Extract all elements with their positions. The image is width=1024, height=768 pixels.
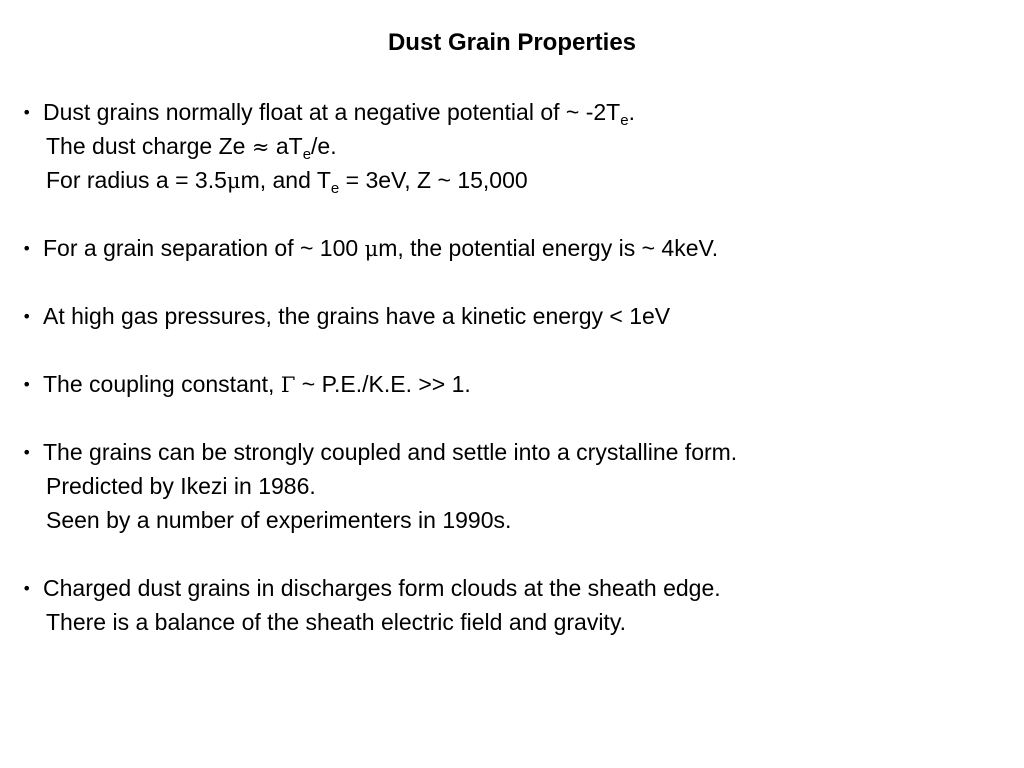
bullet-icon: • — [22, 307, 32, 326]
text: Dust grains normally float at a negative potential of ~ -2T — [43, 99, 621, 125]
bullet-icon: • — [22, 579, 32, 598]
slide-title: Dust Grain Properties — [387, 29, 637, 56]
text: Charged dust grains in discharges form clouds at the sheath edge. — [43, 575, 721, 601]
subscript: e — [620, 112, 629, 129]
bullet-5-line-2 — [46, 471, 316, 501]
bullet-3-line-1 — [22, 301, 670, 334]
bullet-6-line-2 — [46, 607, 626, 637]
text: At high gas pressures, the grains have a kinetic energy < 1eV — [43, 303, 671, 329]
text: /e. — [311, 133, 337, 159]
bullet-icon: • — [22, 375, 32, 394]
text: Predicted by Ikezi in 1986. — [46, 473, 316, 499]
bullet-1-line-1 — [22, 97, 635, 130]
text: aT — [269, 133, 303, 159]
text: The dust charge Ze — [46, 133, 252, 159]
text: The coupling constant, — [43, 371, 281, 397]
text: The grains can be strongly coupled and settle into a crystalline form. — [43, 439, 738, 465]
bullet-icon: • — [22, 239, 32, 258]
bullet-icon: • — [22, 103, 32, 122]
gamma-symbol: Γ — [280, 373, 296, 397]
subscript: e — [302, 146, 312, 163]
bullet-1-line-2 — [46, 131, 337, 162]
text: m, and T — [240, 167, 331, 193]
text: m, the potential energy is ~ 4keV. — [378, 235, 719, 261]
bullet-2-line-1 — [22, 233, 718, 266]
text: There is a balance of the sheath electric field and gravity. — [46, 609, 627, 635]
mu-symbol: μ — [364, 237, 379, 261]
text: ~ P.E./K.E. >> 1. — [295, 371, 471, 397]
text: . — [628, 99, 635, 125]
approx-symbol: ≈ — [251, 135, 270, 159]
bullet-4-line-1 — [22, 369, 471, 402]
text: Seen by a number of experimenters in 1990s. — [46, 507, 512, 533]
mu-symbol: μ — [226, 169, 241, 193]
bullet-5-line-3 — [46, 505, 511, 535]
text: = 3eV, Z ~ 15,000 — [339, 167, 528, 193]
subscript: e — [330, 180, 340, 197]
text: For a grain separation of ~ 100 — [43, 235, 365, 261]
bullet-6-line-1 — [22, 573, 721, 606]
bullet-5-line-1 — [22, 437, 737, 470]
bullet-1-line-3 — [46, 165, 528, 196]
bullet-icon: • — [22, 443, 32, 462]
text: For radius a = 3.5 — [46, 167, 227, 193]
